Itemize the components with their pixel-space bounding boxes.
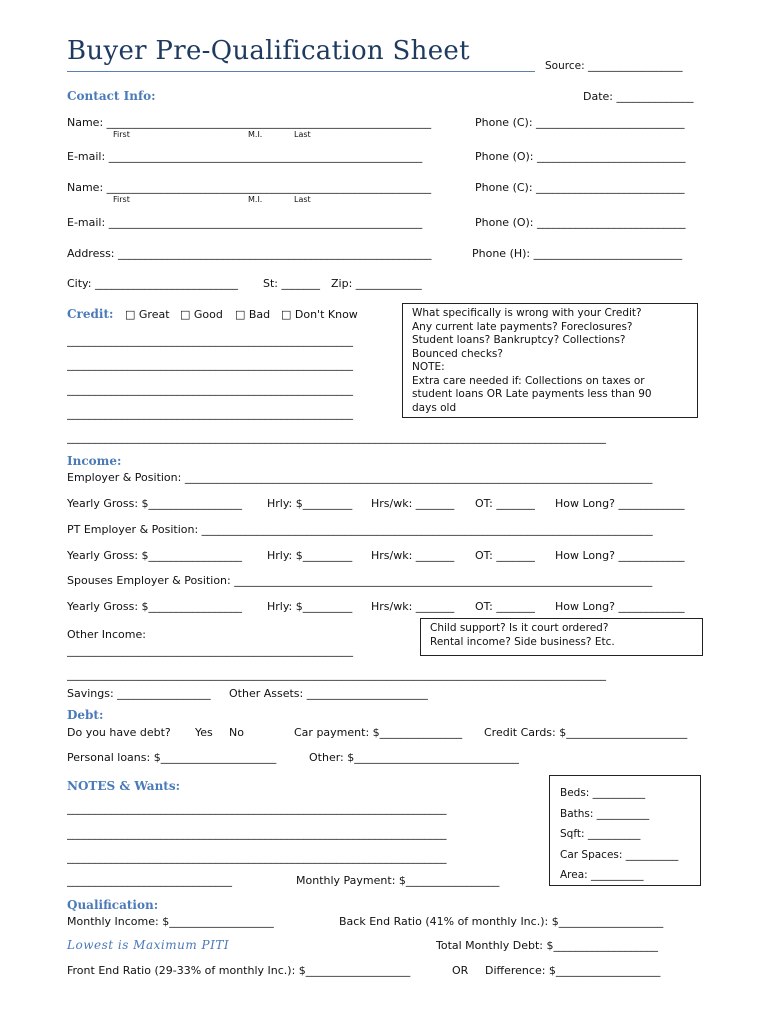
income-heading: Income:	[67, 454, 122, 468]
hourly-field[interactable]: Hrly: $_________	[267, 497, 353, 510]
sub-label-first: First	[113, 195, 130, 204]
how-long-field[interactable]: How Long? ____________	[555, 600, 685, 613]
credit-notes-line[interactable]: ____________________________________________________	[67, 358, 353, 371]
car-payment-field[interactable]: Car payment: $_______________	[294, 726, 463, 739]
notes-wants-heading: NOTES & Wants:	[67, 779, 181, 793]
contact-info-heading: Contact Info:	[67, 89, 156, 103]
phone-cell-field-1[interactable]: Phone (C): ___________________________	[475, 116, 685, 129]
hourly-field[interactable]: Hrly: $_________	[267, 549, 353, 562]
area-field[interactable]: Area: __________	[560, 869, 644, 881]
sub-label-mi: M.I.	[248, 195, 263, 204]
other-income-long-line[interactable]: __________________________________________________________________________________________________	[67, 668, 606, 681]
credit-notes-line[interactable]: ____________________________________________________	[67, 334, 353, 347]
credit-help-line: Extra care needed if: Collections on taxes or	[412, 374, 645, 387]
address-field[interactable]: Address: _________________________________________________________	[67, 247, 432, 260]
debt-no-option[interactable]: No	[229, 726, 244, 739]
savings-field[interactable]: Savings: _________________	[67, 687, 211, 700]
credit-help-line: What specifically is wrong with your Credit?	[412, 307, 642, 319]
zip-field[interactable]: Zip: ____________	[331, 277, 422, 290]
credit-help-line: Any current late payments? Foreclosures?	[412, 320, 633, 333]
notes-line[interactable]: _____________________________________________________________________	[67, 802, 447, 815]
state-field[interactable]: St: _______	[263, 277, 320, 290]
phone-cell-field-2[interactable]: Phone (C): ___________________________	[475, 181, 685, 194]
wants-box	[549, 775, 701, 886]
credit-help-line: student loans OR Late payments less than 90	[412, 388, 652, 400]
sub-label-last: Last	[294, 130, 311, 139]
other-income-help-box	[420, 618, 703, 656]
other-income-help-line: Rental income? Side business? Etc.	[430, 635, 615, 648]
qualification-heading: Qualification:	[67, 898, 159, 912]
debt-heading: Debt:	[67, 708, 104, 722]
hours-week-field[interactable]: Hrs/wk: _______	[371, 497, 455, 510]
hours-week-field[interactable]: Hrs/wk: _______	[371, 549, 455, 562]
other-debt-field[interactable]: Other: $______________________________	[309, 751, 519, 764]
source-field[interactable]: Source: __________________	[545, 60, 683, 72]
other-income-line[interactable]: ____________________________________________________	[67, 644, 353, 657]
credit-help-line: days old	[412, 401, 457, 414]
other-assets-field[interactable]: Other Assets: ______________________	[229, 687, 428, 700]
credit-option-bad[interactable]: □ Bad	[235, 308, 271, 321]
phone-office-field-1[interactable]: Phone (O): ___________________________	[475, 150, 686, 163]
how-long-field[interactable]: How Long? ____________	[555, 497, 685, 510]
overtime-field[interactable]: OT: _______	[475, 549, 535, 562]
yearly-gross-field[interactable]: Yearly Gross: $_________________	[67, 497, 243, 510]
credit-option-great[interactable]: □ Great	[125, 308, 170, 321]
phone-office-field-2[interactable]: Phone (O): ___________________________	[475, 216, 686, 229]
hours-week-field[interactable]: Hrs/wk: _______	[371, 600, 455, 613]
city-field[interactable]: City: __________________________	[67, 277, 238, 290]
notes-line[interactable]: _____________________________________________________________________	[67, 851, 447, 864]
sub-label-last: Last	[294, 195, 311, 204]
overtime-field[interactable]: OT: _______	[475, 600, 535, 613]
notes-short-line[interactable]: ______________________________	[67, 874, 232, 887]
credit-option-good[interactable]: □ Good	[180, 308, 223, 321]
yearly-gross-field[interactable]: Yearly Gross: $_________________	[67, 549, 243, 562]
hourly-field[interactable]: Hrly: $_________	[267, 600, 353, 613]
beds-field[interactable]: Beds: __________	[560, 787, 646, 799]
total-monthly-debt-field[interactable]: Total Monthly Debt: $___________________	[436, 939, 658, 952]
date-field[interactable]: Date: ______________	[583, 90, 694, 103]
credit-notes-line[interactable]: ____________________________________________________	[67, 407, 353, 420]
credit-help-note-label: NOTE:	[412, 361, 445, 373]
difference-field[interactable]: Difference: $___________________	[485, 964, 661, 977]
name-field-1[interactable]: Name: ___________________________________________________________	[67, 116, 432, 129]
car-spaces-field[interactable]: Car Spaces: __________	[560, 848, 679, 861]
employer-position-field[interactable]: Employer & Position: _____________________________________________________________________________________	[67, 471, 653, 484]
email-field-1[interactable]: E-mail: _________________________________________________________	[67, 150, 423, 163]
pt-employer-position-field[interactable]: PT Employer & Position: __________________________________________________________________________________	[67, 523, 653, 536]
yearly-gross-field[interactable]: Yearly Gross: $_________________	[67, 600, 243, 613]
monthly-income-field[interactable]: Monthly Income: $___________________	[67, 915, 274, 928]
monthly-payment-field[interactable]: Monthly Payment: $_________________	[296, 874, 500, 887]
other-income-help-line: Child support? Is it court ordered?	[430, 622, 609, 634]
personal-loans-field[interactable]: Personal loans: $_____________________	[67, 751, 277, 764]
debt-yes-option[interactable]: Yes	[195, 726, 213, 739]
credit-help-line: Student loans? Bankruptcy? Collections?	[412, 334, 626, 346]
credit-help-line: Bounced checks?	[412, 347, 503, 360]
other-income-label: Other Income:	[67, 628, 146, 641]
credit-option-dont-know[interactable]: □ Don't Know	[281, 308, 358, 321]
page-title: Buyer Pre-Qualification Sheet	[67, 36, 470, 66]
credit-notes-line[interactable]: ____________________________________________________	[67, 383, 353, 396]
credit-help-box	[402, 303, 698, 418]
how-long-field[interactable]: How Long? ____________	[555, 549, 685, 562]
credit-notes-long-line[interactable]: __________________________________________________________________________________________________	[67, 431, 606, 444]
sub-label-first: First	[113, 130, 130, 139]
credit-heading: Credit:	[67, 307, 114, 321]
sub-label-mi: M.I.	[248, 130, 263, 139]
phone-home-field[interactable]: Phone (H): ___________________________	[472, 247, 683, 260]
lowest-max-piti-note: Lowest is Maximum PITI	[67, 938, 230, 952]
overtime-field[interactable]: OT: _______	[475, 497, 535, 510]
or-label: OR	[452, 964, 469, 977]
notes-line[interactable]: _____________________________________________________________________	[67, 827, 447, 840]
have-debt-question: Do you have debt?	[67, 726, 171, 739]
name-field-2[interactable]: Name: ___________________________________________________________	[67, 181, 432, 194]
front-end-ratio-field[interactable]: Front End Ratio (29-33% of monthly Inc.): $___________________	[67, 964, 411, 977]
spouse-employer-position-field[interactable]: Spouses Employer & Position: ____________________________________________________________________________	[67, 574, 653, 587]
credit-cards-field[interactable]: Credit Cards: $______________________	[484, 726, 688, 739]
email-field-2[interactable]: E-mail: _________________________________________________________	[67, 216, 423, 229]
baths-field[interactable]: Baths: __________	[560, 807, 650, 820]
back-end-ratio-field[interactable]: Back End Ratio (41% of monthly Inc.): $___________________	[339, 915, 664, 928]
title-rule	[67, 71, 535, 72]
sqft-field[interactable]: Sqft: __________	[560, 828, 641, 840]
